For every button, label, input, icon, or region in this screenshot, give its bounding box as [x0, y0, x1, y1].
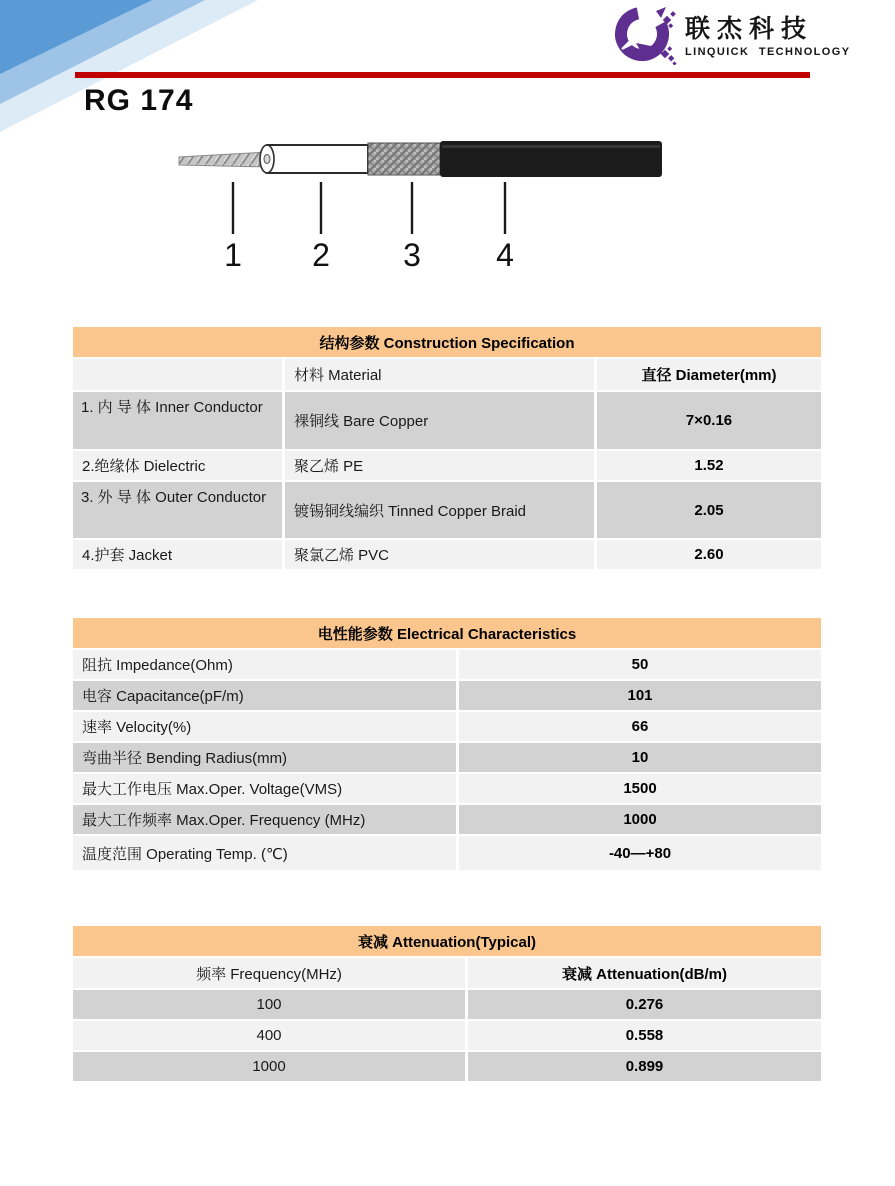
electrical-value-cell: 1000 — [459, 805, 821, 834]
cable-jacket — [440, 141, 662, 177]
callout-number-1: 1 — [224, 237, 242, 273]
construction-diameter-cell: 1.52 — [597, 451, 821, 480]
callout-numbers — [224, 237, 514, 273]
brand-name-cn: 联杰科技 — [685, 14, 814, 43]
construction-item-cell: 1. 内 导 体 Inner Conductor — [73, 392, 282, 449]
electrical-table-title: 电性能参数 Electrical Characteristics — [73, 618, 821, 648]
construction-material-cell: 裸铜线 Bare Copper — [285, 392, 594, 449]
callout-number-2: 2 — [312, 237, 330, 273]
logo-text — [685, 13, 850, 58]
table-row — [73, 650, 821, 679]
cable-dielectric — [260, 145, 368, 173]
table-row — [73, 774, 821, 803]
attenuation-frequency-cell: 1000 — [73, 1052, 465, 1081]
callout-number-4: 4 — [496, 237, 514, 273]
electrical-param-cell: 弯曲半径 Bending Radius(mm) — [73, 743, 456, 772]
attenuation-value-cell: 0.558 — [468, 1021, 821, 1050]
construction-header-material: 材料 Material — [285, 359, 594, 390]
brand-name-en: LINQUICK TECHNOLOGY — [685, 45, 851, 58]
electrical-value-cell: 66 — [459, 712, 821, 741]
electrical-table — [73, 618, 821, 870]
table-row — [73, 805, 821, 834]
electrical-value-cell: 10 — [459, 743, 821, 772]
logo — [612, 5, 850, 65]
construction-material-cell: 聚氯乙烯 PVC — [285, 540, 594, 569]
logo-arrowhead — [656, 7, 666, 18]
construction-diameter-cell: 2.60 — [597, 540, 821, 569]
electrical-param-cell: 最大工作频率 Max.Oper. Frequency (MHz) — [73, 805, 456, 834]
table-row — [73, 1021, 821, 1050]
attenuation-header-value: 衰减 Attenuation(dB/m) — [468, 958, 821, 988]
construction-table — [73, 327, 821, 569]
construction-header-diameter: 直径 Diameter(mm) — [597, 359, 821, 390]
electrical-param-cell: 速率 Velocity(%) — [73, 712, 456, 741]
electrical-value-cell: -40—+80 — [459, 836, 821, 870]
construction-item-cell: 2.绝缘体 Dielectric — [73, 451, 282, 480]
page-title: RG 174 — [84, 84, 194, 117]
table-row — [73, 681, 821, 710]
attenuation-header-row — [73, 958, 821, 988]
attenuation-value-cell: 0.276 — [468, 990, 821, 1019]
electrical-param-cell: 电容 Capacitance(pF/m) — [73, 681, 456, 710]
attenuation-table-title: 衰减 Attenuation(Typical) — [73, 926, 821, 956]
attenuation-frequency-cell: 100 — [73, 990, 465, 1019]
callout-number-3: 3 — [403, 237, 421, 273]
electrical-value-cell: 1500 — [459, 774, 821, 803]
electrical-param-cell: 阻抗 Impedance(Ohm) — [73, 650, 456, 679]
construction-item-cell: 3. 外 导 体 Outer Conductor — [73, 482, 282, 538]
header-rule — [75, 72, 810, 78]
construction-header-row — [73, 359, 821, 390]
table-row — [73, 990, 821, 1019]
construction-header-item — [73, 359, 282, 390]
table-row — [73, 712, 821, 741]
cable-inner-conductor — [179, 152, 268, 167]
table-row — [73, 482, 821, 538]
logo-icon — [612, 5, 678, 65]
table-row — [73, 540, 821, 569]
construction-material-cell: 镀锡铜线编织 Tinned Copper Braid — [285, 482, 594, 538]
cable-diagram — [170, 138, 710, 273]
construction-table-title: 结构参数 Construction Specification — [73, 327, 821, 357]
attenuation-header-frequency: 频率 Frequency(MHz) — [73, 958, 465, 988]
table-row — [73, 836, 821, 870]
construction-diameter-cell: 7×0.16 — [597, 392, 821, 449]
electrical-value-cell: 50 — [459, 650, 821, 679]
construction-item-cell: 4.护套 Jacket — [73, 540, 282, 569]
electrical-param-cell: 最大工作电压 Max.Oper. Voltage(VMS) — [73, 774, 456, 803]
electrical-param-cell: 温度范围 Operating Temp. (℃) — [73, 836, 456, 870]
attenuation-table — [73, 926, 821, 1081]
attenuation-value-cell: 0.899 — [468, 1052, 821, 1081]
table-row — [73, 392, 821, 449]
table-row — [73, 743, 821, 772]
attenuation-frequency-cell: 400 — [73, 1021, 465, 1050]
cable-braid — [368, 143, 440, 175]
electrical-value-cell: 101 — [459, 681, 821, 710]
callout-lines — [233, 182, 505, 234]
table-row — [73, 451, 821, 480]
construction-material-cell: 聚乙烯 PE — [285, 451, 594, 480]
construction-diameter-cell: 2.05 — [597, 482, 821, 538]
table-row — [73, 1052, 821, 1081]
